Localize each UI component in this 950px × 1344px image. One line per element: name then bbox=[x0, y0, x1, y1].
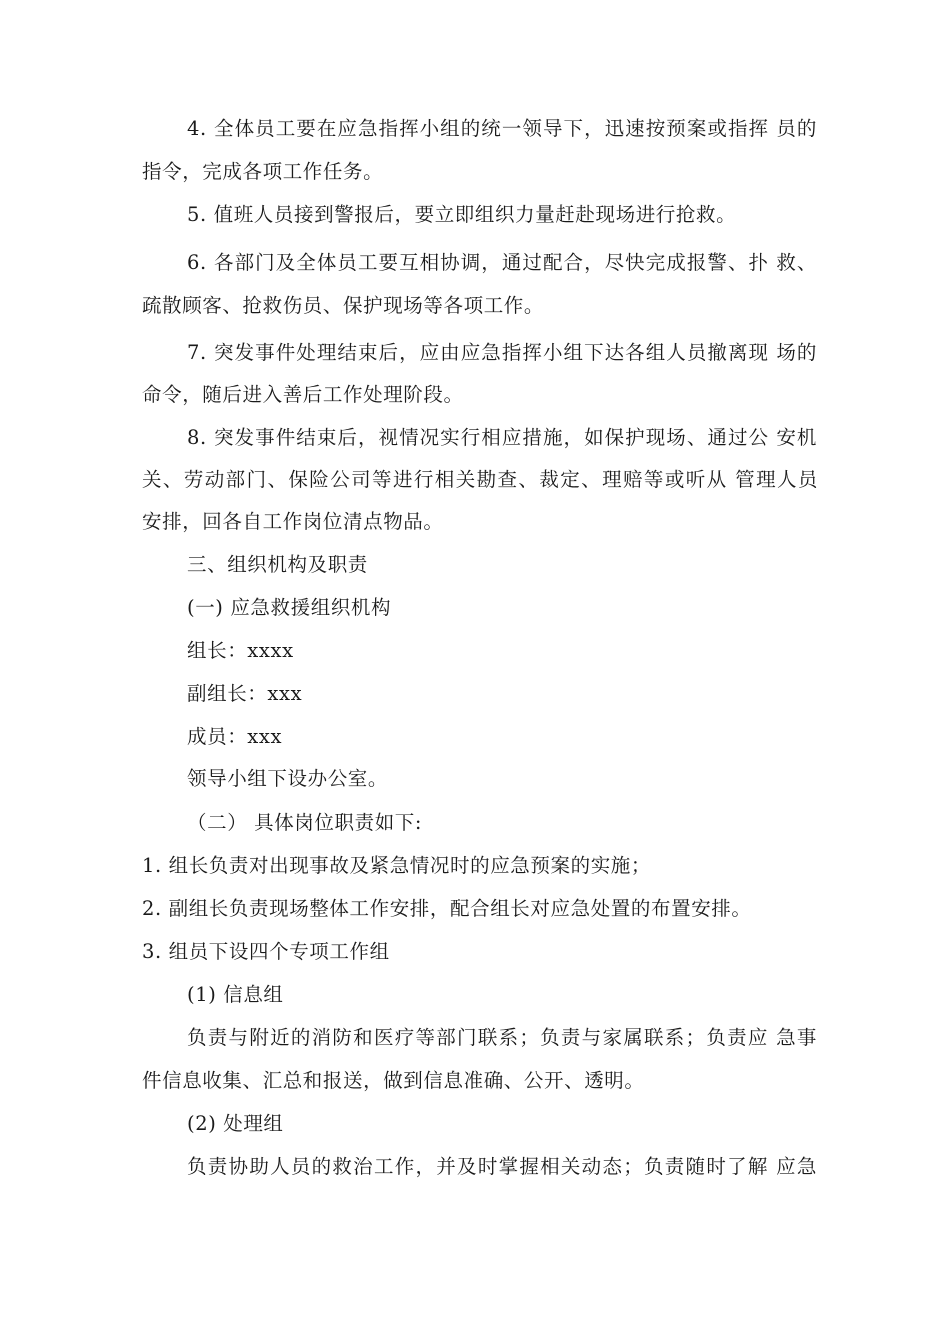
duty-item-3: 3. 组员下设四个专项工作组 bbox=[142, 940, 390, 963]
group-heading-information: (1) 信息组 bbox=[187, 983, 284, 1006]
group-heading-handling: (2) 处理组 bbox=[187, 1112, 284, 1135]
subsection-heading-2: （二） 具体岗位职责如下: bbox=[187, 811, 423, 834]
handling-group-line-1: 负责协助人员的救治工作，并及时掌握相关动态；负责随时了解 应急 bbox=[187, 1155, 817, 1178]
paragraph-4-line-1: 4. 全体员工要在应急指挥小组的统一领导下，迅速按预案或指挥 员的 bbox=[187, 117, 817, 140]
office-note: 领导小组下设办公室。 bbox=[187, 767, 389, 790]
paragraph-7-line-2: 命令，随后进入善后工作处理阶段。 bbox=[142, 383, 464, 406]
paragraph-8-line-2: 关、劳动部门、保险公司等进行相关勘查、裁定、理赔等或听从 管理人员 bbox=[142, 468, 818, 491]
section-heading-3: 三、组织机构及职责 bbox=[187, 553, 368, 576]
duty-item-2: 2. 副组长负责现场整体工作安排，配合组长对应急处置的布置安排。 bbox=[142, 897, 752, 920]
duty-item-1: 1. 组长负责对出现事故及紧急情况时的应急预案的实施； bbox=[142, 854, 652, 877]
deputy-team-leader: 副组长：xxx bbox=[187, 682, 303, 705]
paragraph-5: 5. 值班人员接到警报后，要立即组织力量赶赴现场进行抢救。 bbox=[187, 203, 737, 226]
subsection-heading-1: (一) 应急救援组织机构 bbox=[187, 596, 392, 619]
paragraph-8-line-1: 8. 突发事件结束后，视情况实行相应措施，如保护现场、通过公 安机 bbox=[187, 426, 817, 449]
paragraph-7-line-1: 7. 突发事件处理结束后，应由应急指挥小组下达各组人员撤离现 场的 bbox=[187, 341, 817, 364]
team-leader: 组长：xxxx bbox=[187, 639, 294, 662]
information-group-line-1: 负责与附近的消防和医疗等部门联系；负责与家属联系；负责应 急事 bbox=[187, 1026, 817, 1049]
paragraph-8-line-3: 安排，回各自工作岗位清点物品。 bbox=[142, 510, 444, 533]
information-group-line-2: 件信息收集、汇总和报送，做到信息准确、公开、透明。 bbox=[142, 1069, 645, 1092]
paragraph-6-line-1: 6. 各部门及全体员工要互相协调，通过配合，尽快完成报警、扑 救、 bbox=[187, 251, 817, 274]
paragraph-4-line-2: 指令，完成各项工作任务。 bbox=[142, 160, 384, 183]
team-members: 成员：xxx bbox=[187, 725, 283, 748]
paragraph-6-line-2: 疏散顾客、抢救伤员、保护现场等各项工作。 bbox=[142, 294, 545, 317]
